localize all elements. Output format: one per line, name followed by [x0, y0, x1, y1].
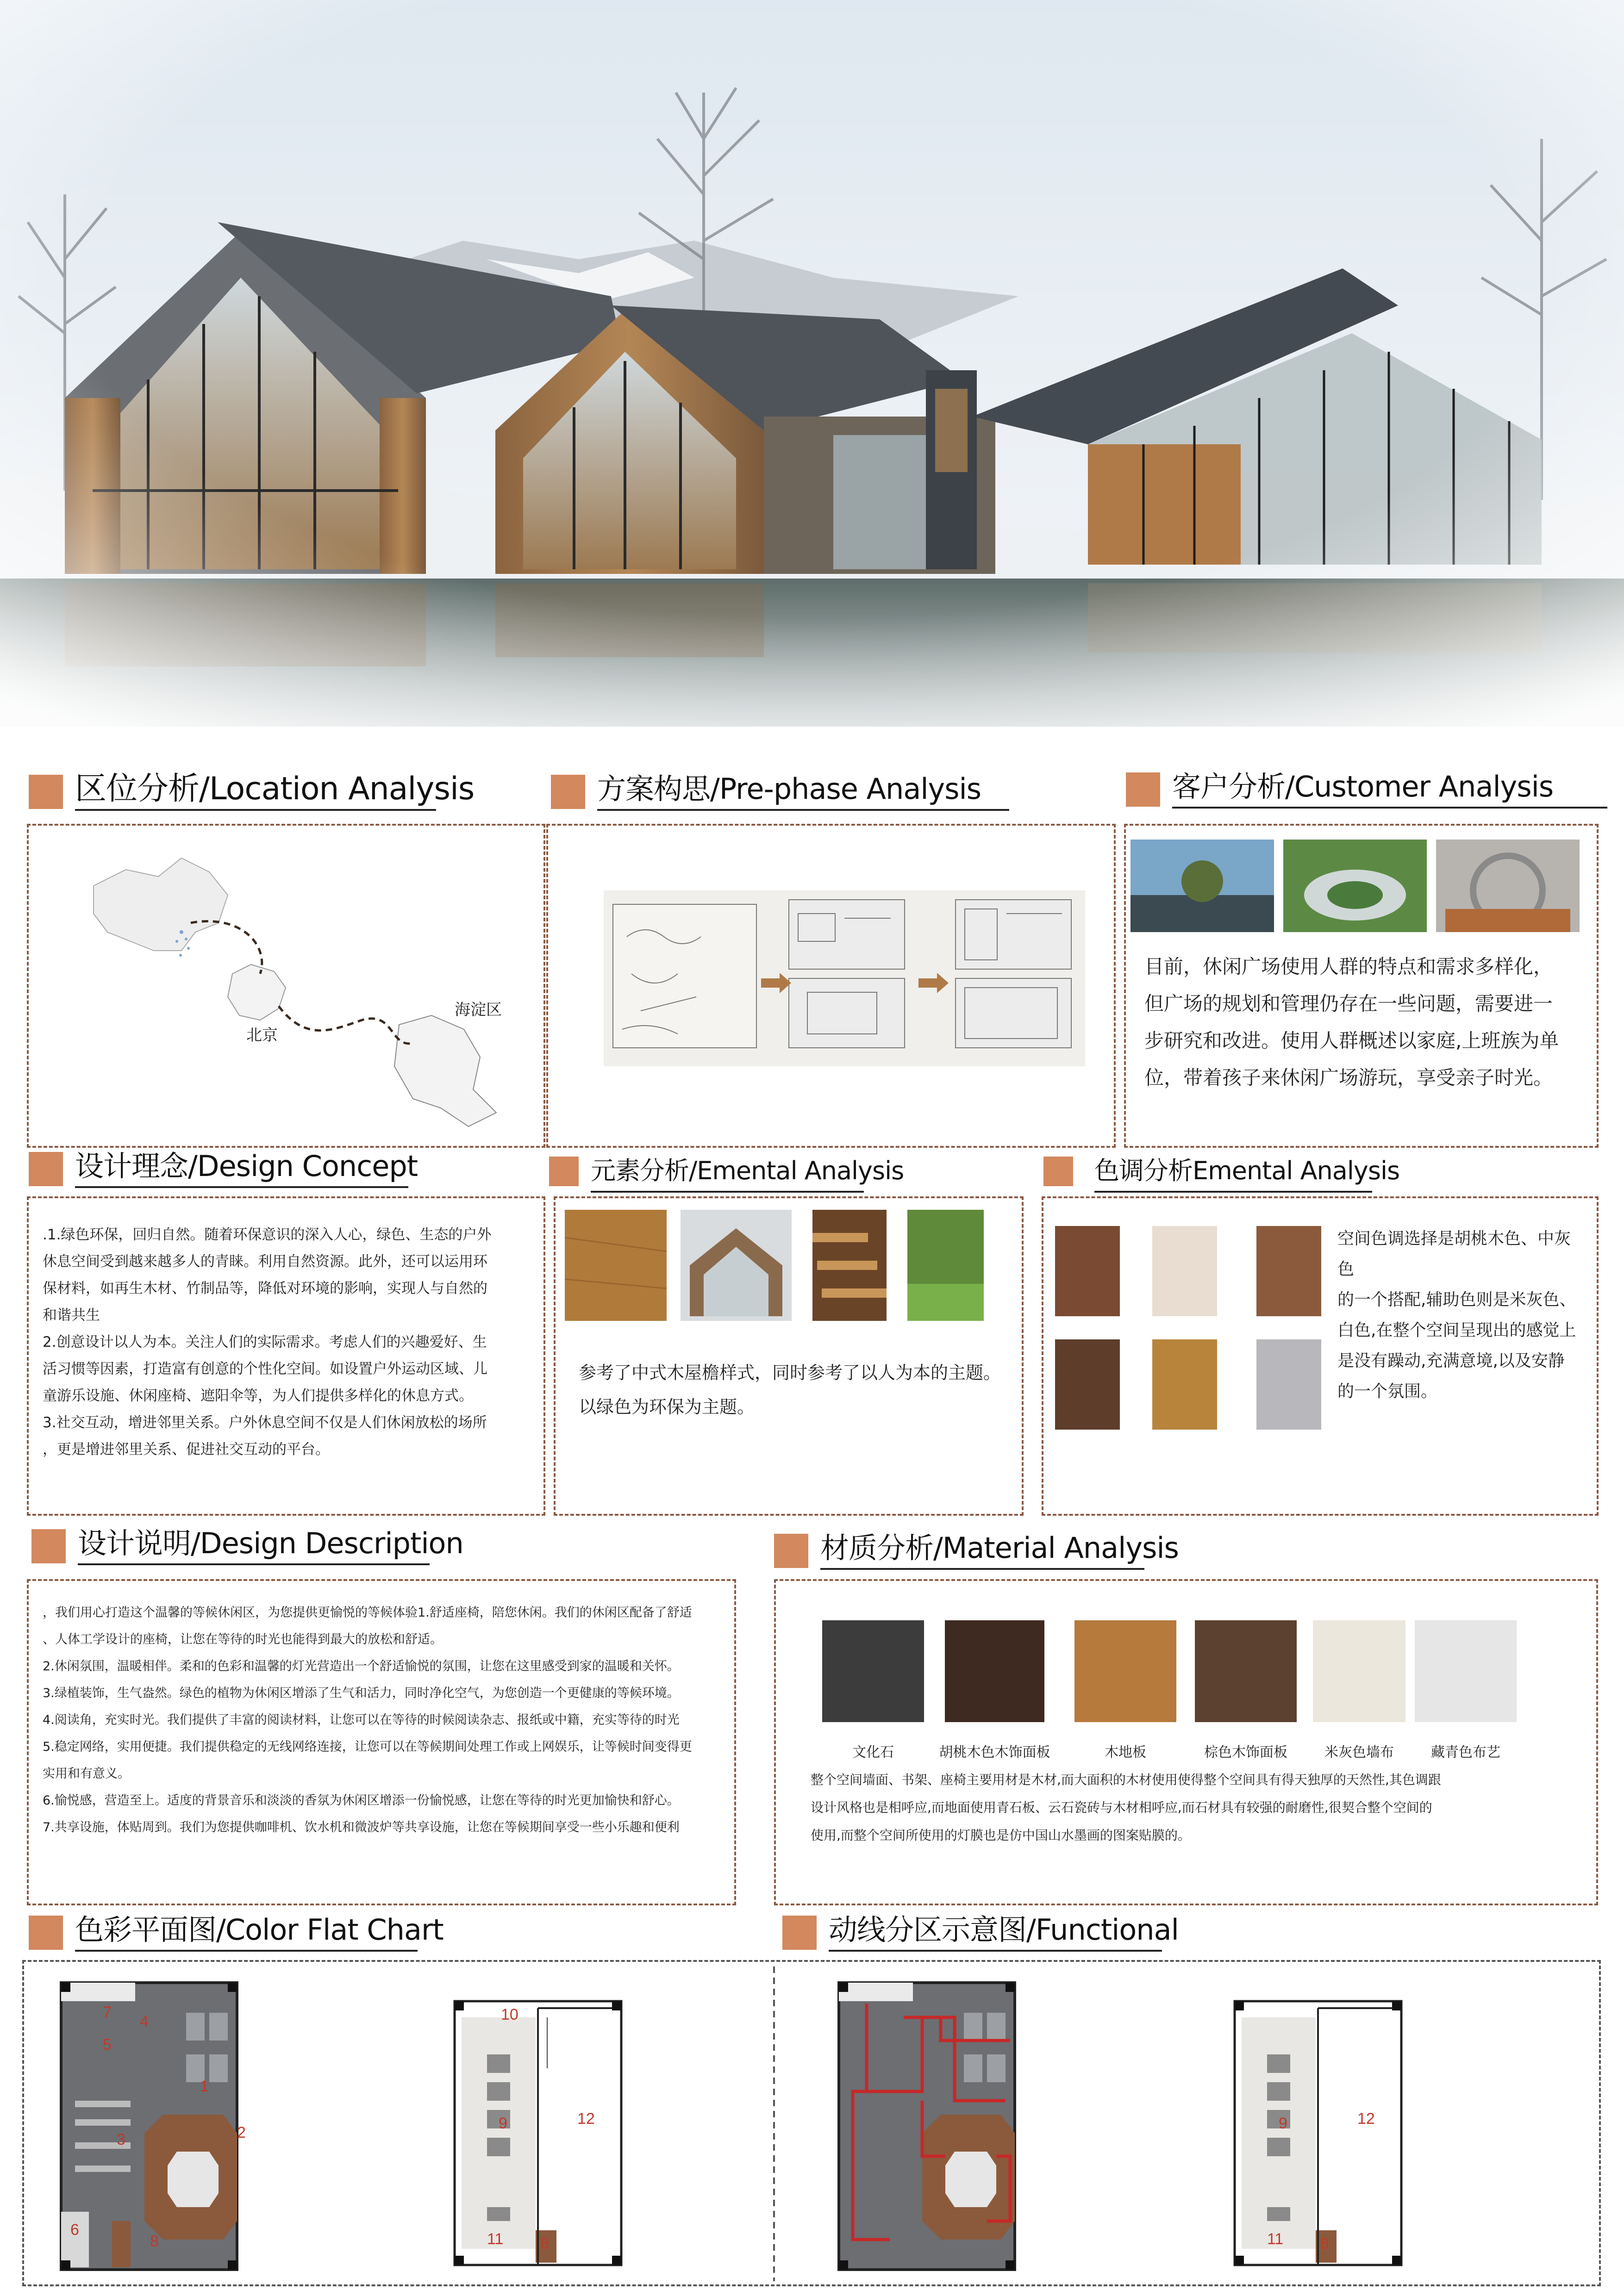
plan-number: 11: [487, 2230, 504, 2248]
heading-marker: [29, 775, 63, 809]
material-title: 材质分析/Material Analysis: [820, 1531, 1179, 1565]
swatch-beige: [1152, 1226, 1217, 1316]
functional-title: 动线分区示意图/Functional: [829, 1913, 1179, 1947]
customer-panel: [1124, 824, 1599, 1148]
swatch-oak: [1152, 1339, 1217, 1430]
material-swatch-walnut-panel: [945, 1620, 1044, 1722]
description-line: 2.休闲氛围，温暖相伴。柔和的色彩和温馨的灯光营造出一个舒适愉悦的氛围，让您在这里感受到家的温暖和关怀。: [43, 1659, 680, 1674]
plan-number: 12: [1357, 2110, 1375, 2128]
description-title: 设计说明/Design Description: [78, 1526, 463, 1560]
material-swatch-fabric: [1415, 1620, 1517, 1722]
element-text: 参考了中式木屋檐样式，同时参考了以人为本的主题。以绿色为环保为主题。: [579, 1363, 1001, 1417]
color-line: 白色,在整个空间呈现出的感觉上: [1337, 1321, 1576, 1340]
concept-line: 3.社交互动，增进邻里关系。户外休息空间不仅是人们休闲放松的场所: [43, 1414, 487, 1431]
plan-number: 1: [200, 2078, 209, 2095]
description-line: 7.共享设施，体贴周到。我们为您提供咖啡机、饮水机和微波炉等共享设施，让您在等候期间享受一些小乐趣和便利: [43, 1820, 680, 1835]
heading-underline: [591, 1191, 864, 1193]
color-line: 空间色调选择是胡桃木色、中灰: [1337, 1229, 1571, 1248]
heading-underline: [597, 809, 1009, 811]
color-line: 是没有躁动,充满意境,以及安静: [1337, 1351, 1565, 1370]
heading-marker: [782, 1916, 817, 1950]
material-caption: 藏青色布艺: [1431, 1744, 1500, 1761]
hero-rendering: [0, 0, 1624, 727]
description-panel: [27, 1579, 736, 1905]
concept-title: 设计理念/Design Concept: [75, 1149, 418, 1183]
functional-heading: [782, 1909, 1199, 1951]
prephase-heading: [551, 768, 981, 810]
concept-heading: [29, 1145, 445, 1187]
material-heading: [774, 1527, 1191, 1569]
location-map: [29, 826, 543, 1145]
route-line: [191, 921, 413, 1044]
material-panel: [774, 1579, 1598, 1905]
heading-underline: [75, 809, 436, 811]
description-line: 实用和有意义。: [43, 1767, 130, 1781]
description-line: 4.阅读角，充实时光。我们提供了丰富的阅读材料，让您可以在等待的时候阅读杂志、报纸或中籍，充实等待的时光: [43, 1713, 680, 1727]
heading-marker: [549, 1157, 579, 1186]
material-caption: 胡桃木色木饰面板: [939, 1744, 1050, 1761]
swatch-grey: [1256, 1339, 1321, 1430]
plan-number: 12: [577, 2110, 595, 2128]
beijing-map-shape: [228, 964, 286, 1020]
material-caption: 米灰色墙布: [1324, 1744, 1394, 1761]
color-line: 的一个氛围。: [1337, 1382, 1438, 1401]
color-plan-left-b: [455, 2001, 621, 2265]
heading-underline: [75, 1950, 418, 1952]
plan-number: 7: [103, 2004, 112, 2021]
location-panel: [27, 824, 545, 1148]
location-heading: [29, 768, 475, 810]
swatch-brown: [1256, 1226, 1321, 1316]
color-text: [1337, 1224, 1597, 1407]
concept-line: 2.创意设计以人为本。关注人们的实际需求。考虑人们的兴趣爱好、生: [43, 1334, 487, 1350]
heading-underline: [75, 1186, 408, 1188]
plan-number: 2: [237, 2124, 246, 2141]
concept-line: 活习惯等因素，打造富有创意的个性化空间。如设置户外运动区域、儿: [43, 1361, 487, 1377]
material-line: 使用,而整个空间所使用的灯膜也是仿中国山水墨画的图案贴膜的。: [811, 1828, 1191, 1843]
prephase-title: 方案构思/Pre-phase Analysis: [597, 772, 981, 806]
concept-line: 休息空间受到越来越多人的青睐。利用自然资源。此外，还可以运用环: [43, 1253, 487, 1270]
haidian-label: 海淀区: [455, 1001, 502, 1019]
material-swatch-brown-panel: [1195, 1620, 1297, 1722]
material-swatch-wallcloth: [1313, 1620, 1405, 1722]
material-swatch-stone: [822, 1620, 924, 1722]
concept-panel: [27, 1196, 545, 1516]
wood-texture-image: [565, 1210, 667, 1321]
heading-marker: [551, 775, 585, 809]
color-heading: [1043, 1150, 1460, 1192]
haidian-map-shape: [394, 1015, 496, 1126]
material-line: 设计风格也是相呼应,而地面使用青石板、云石瓷砖与木材相呼应,而石材具有较强的耐磨性,很契合整个空间的: [811, 1800, 1432, 1815]
color-line: 色: [1337, 1260, 1355, 1279]
heading-underline: [829, 1950, 1162, 1952]
description-line: 、人体工学设计的座椅，让您在等待的时光也能得到最大的放松和舒适。: [43, 1632, 443, 1647]
heading-marker: [31, 1529, 66, 1563]
location-title: 区位分析/Location Analysis: [75, 771, 475, 807]
swatch-dark-walnut: [1055, 1339, 1120, 1430]
plan-number: 5: [103, 2036, 112, 2053]
color-title: 色调分析Emental Analysis: [1094, 1156, 1400, 1185]
color-panel: [1042, 1196, 1599, 1516]
heading-marker: [1126, 772, 1160, 807]
functional-plan-left: [839, 1983, 1015, 2270]
concept-text: [43, 1221, 533, 1463]
material-caption: 棕色木饰面板: [1204, 1744, 1287, 1761]
prephase-panel: [546, 824, 1116, 1148]
plan-number: 9: [499, 2115, 507, 2132]
element-title: 元素分析/Emental Analysis: [591, 1156, 904, 1185]
description-line: 3.绿植装饰，生气盎然。绿色的植物为休闲区增添了生气和活力，同时净化空气，为您创造一个更健康的等候环境。: [43, 1686, 680, 1700]
plan-number: 8: [540, 2235, 549, 2252]
swatch-walnut: [1055, 1226, 1120, 1316]
description-line: 6.愉悦感，营造至上。适度的背景音乐和淡淡的香氛为休闲区增添一份愉悦感，让您在等待的时光更加愉快和舒心。: [43, 1793, 680, 1808]
heading-marker: [774, 1534, 808, 1568]
heading-marker: [29, 1916, 63, 1950]
heading-underline: [78, 1563, 430, 1565]
heading-underline: [820, 1568, 1144, 1570]
color-line: 的一个搭配,辅助色则是米灰色、: [1337, 1290, 1576, 1309]
element-heading: [549, 1150, 966, 1192]
functional-plan-right: [1235, 2001, 1401, 2265]
customer-photos: [1131, 840, 1600, 946]
description-line: ，我们用心打造这个温馨的等候休闲区，为您提供更愉悦的等候体验1.舒适座椅，陪您休闲。我们的休闲区配备了舒适: [43, 1605, 692, 1620]
color-plan-left: [61, 1983, 237, 2270]
concept-line: .1.绿色环保，回归自然。随着环保意识的深入人心，绿色、生态的户外: [43, 1226, 492, 1243]
material-swatch-floor: [1074, 1620, 1176, 1722]
concept-line: ，更是增进邻里关系、促进社交互动的平台。: [43, 1441, 330, 1458]
plan-number: 6: [70, 2221, 79, 2239]
plan-number: 11: [1267, 2230, 1284, 2248]
plan-number: 3: [117, 2131, 125, 2148]
plan-number: 9: [1279, 2115, 1287, 2132]
concept-line: 和谐共生: [43, 1307, 100, 1324]
heading-underline: [1172, 807, 1607, 809]
colorflat-heading: [29, 1909, 445, 1951]
plans-panel: [22, 1960, 1601, 2286]
concept-line: 童游乐设施、休闲座椅、遮阳伞等，为人们提供多样化的休息方式。: [43, 1388, 473, 1404]
element-panel: [554, 1196, 1024, 1516]
beijing-label: 北京: [246, 1026, 278, 1045]
colorflat-title: 色彩平面图/Color Flat Chart: [75, 1913, 443, 1947]
material-caption: 文化石: [852, 1744, 894, 1761]
china-map-shape: [94, 858, 228, 951]
hero-rendering-svg: [0, 0, 1624, 727]
plan-number: 4: [140, 2013, 149, 2030]
heading-marker: [1043, 1157, 1073, 1186]
plan-number: 10: [501, 2006, 518, 2023]
sketch-sequence: [548, 826, 1113, 1145]
customer-heading: [1126, 766, 1589, 808]
description-heading: [31, 1523, 463, 1564]
heading-underline: [1094, 1191, 1372, 1193]
description-line: 5.稳定网络，实用便捷。我们提供稳定的无线网络连接，让您可以在等候期间处理工作或上网娱乐，让等候时间变得更: [43, 1740, 692, 1754]
element-images: [565, 1210, 1030, 1330]
material-text: [811, 1766, 1574, 1849]
material-line: 整个空间墙面、书架、座椅主要用材是木材,而大面积的木材使用使得整个空间具有得天独厚的天然性,其色调跟: [811, 1772, 1441, 1787]
heading-marker: [29, 1152, 63, 1186]
description-text: [43, 1599, 728, 1841]
concept-line: 保材料，如再生木材、竹制品等，降低对环境的影响，实现人与自然的: [43, 1280, 487, 1297]
material-caption: 木地板: [1105, 1744, 1146, 1761]
plan-number: 8: [150, 2233, 159, 2250]
customer-title: 客户分析/Customer Analysis: [1172, 770, 1554, 803]
plan-number: 8: [1320, 2235, 1329, 2252]
customer-text: 目前，休闲广场使用人群的特点和需求多样化，但广场的规划和管理仍存在一些问题，需要进一步研究和改进。使用人群概述以家庭,上班族为单位，带着孩子来休闲广场游玩，享受亲子时光。: [1144, 955, 1559, 1089]
